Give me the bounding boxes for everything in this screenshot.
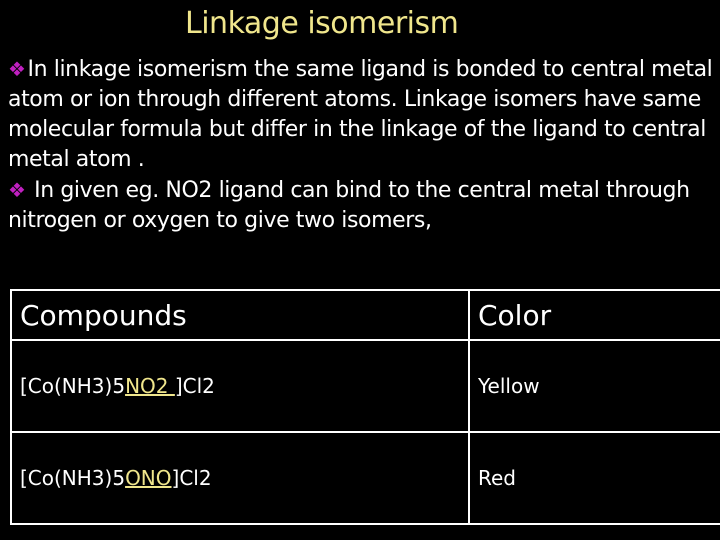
diamond-bullet-icon: ❖	[8, 57, 26, 81]
ligand-highlight: NO2	[125, 374, 175, 398]
compound-cell	[11, 340, 469, 432]
ligand-highlight: ONO	[125, 466, 172, 490]
compound-suffix: ]Cl2	[171, 466, 212, 490]
compound-prefix: [Co(NH3)5	[20, 374, 126, 398]
slide-title: Linkage isomerism	[185, 6, 459, 41]
paragraph-example	[8, 175, 718, 236]
diamond-bullet-icon: ❖	[8, 178, 26, 202]
paragraph-text: In linkage isomerism the same ligand is bonded to central metal atom or ion through different atoms. Linkage isomers have same molecular formula but differ in the linkage of the ligand to central metal atom .	[8, 57, 713, 172]
slide-body	[8, 54, 718, 236]
paragraph-text: In given eg. NO2 ligand can bind to the central metal through nitrogen or oxygen to give two isomers,	[8, 178, 690, 233]
header-compounds: Compounds	[11, 290, 469, 340]
paragraph-definition	[8, 54, 718, 175]
compound-suffix: ]Cl2	[174, 374, 215, 398]
table-row	[11, 432, 720, 524]
color-cell: Red	[469, 432, 720, 524]
compound-prefix: [Co(NH3)5	[20, 466, 126, 490]
header-color: Color	[469, 290, 720, 340]
table-row	[11, 340, 720, 432]
compounds-table	[10, 289, 720, 525]
table-header-row	[11, 290, 720, 340]
color-cell: Yellow	[469, 340, 720, 432]
compound-cell	[11, 432, 469, 524]
